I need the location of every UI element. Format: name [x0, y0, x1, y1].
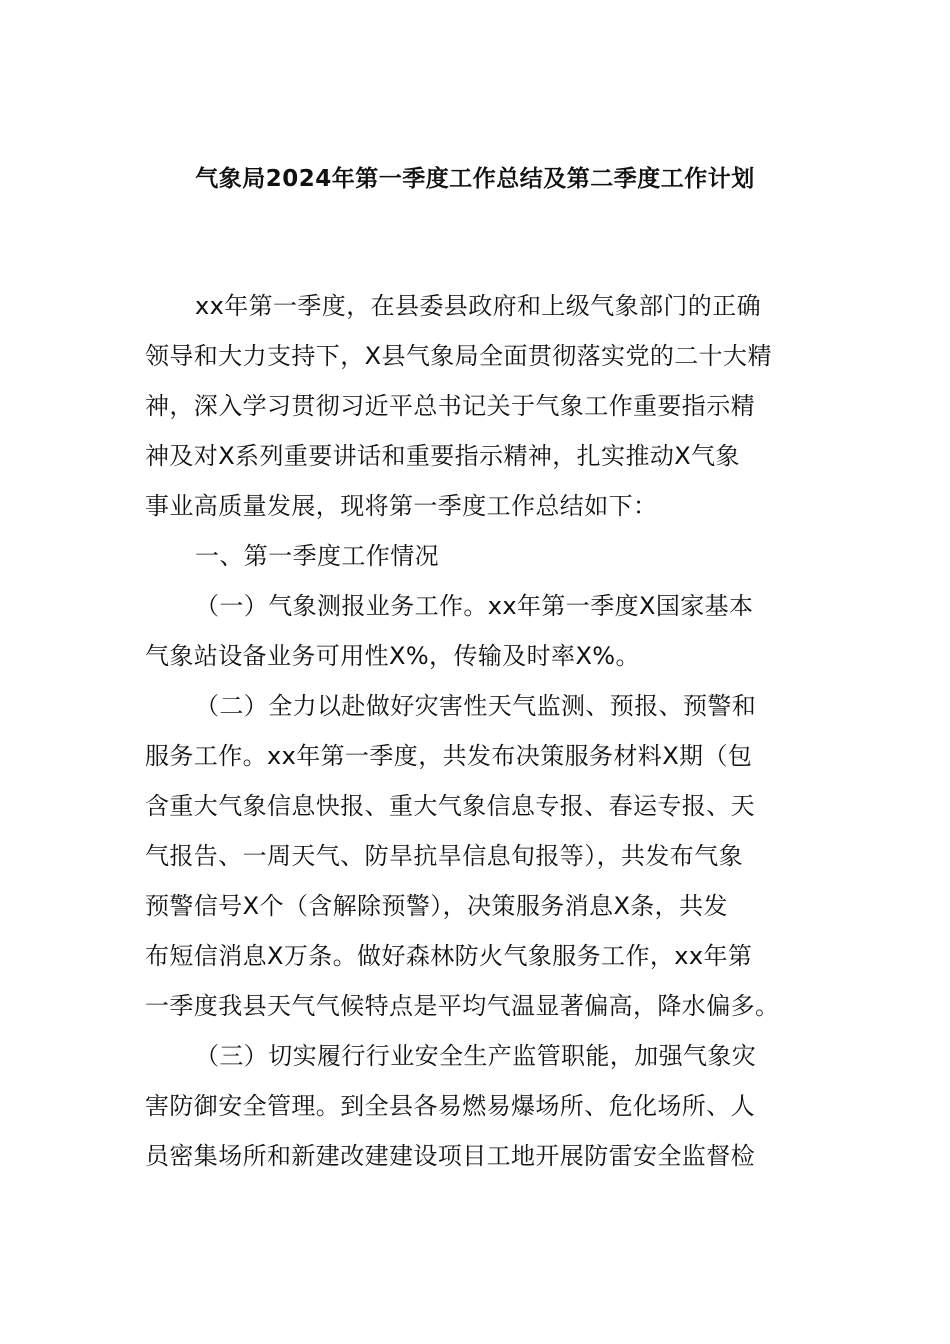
- paragraph-line: xx年第一季度，在县委县政府和上级气象部门的正确: [195, 292, 762, 320]
- document-title: 气象局2024年第一季度工作总结及第二季度工作计划: [195, 166, 755, 192]
- section-heading-line: 一、第一季度工作情况: [195, 542, 439, 570]
- paragraph-line: 神及对X系列重要讲话和重要指示精神，扎实推动X气象: [145, 442, 740, 470]
- item-paragraph-3: [145, 1031, 815, 1181]
- paragraph-line: 一季度我县天气气候特点是平均气温显著偏高，降水偏多。: [145, 992, 780, 1020]
- paragraph-line: （二）全力以赴做好灾害性天气监测、预报、预警和: [195, 692, 757, 720]
- paragraph-line: 领导和大力支持下，X县气象局全面贯彻落实党的二十大精: [145, 342, 772, 370]
- paragraph-line: 气报告、一周天气、防旱抗旱信息旬报等），共发布气象: [145, 842, 743, 870]
- item-paragraph-2: [145, 681, 815, 1031]
- paragraph-line: 预警信号X个（含解除预警），决策服务消息X条，共发: [145, 892, 728, 920]
- paragraph-line: 神，深入学习贯彻习近平总书记关于气象工作重要指示精: [145, 392, 755, 420]
- paragraph-line: 气象站设备业务可用性X%，传输及时率X%。: [145, 642, 640, 670]
- paragraph-line: 害防御安全管理。到全县各易燃易爆场所、危化场所、人: [145, 1092, 755, 1120]
- section-heading: [145, 531, 815, 581]
- paragraph-line: 布短信消息X万条。做好森林防火气象服务工作，xx年第: [145, 942, 753, 970]
- paragraph-line: （一）气象测报业务工作。xx年第一季度X国家基本: [195, 592, 754, 620]
- paragraph-line: 服务工作。xx年第一季度，共发布决策服务材料X期（包: [145, 742, 753, 770]
- paragraph-line: 含重大气象信息快报、重大气象信息专报、春运专报、天: [145, 792, 755, 820]
- intro-paragraph: [145, 281, 815, 531]
- paragraph-line: 员密集场所和新建改建建设项目工地开展防雷安全监督检: [145, 1142, 755, 1170]
- paragraph-line: 事业高质量发展，现将第一季度工作总结如下：: [145, 492, 658, 520]
- document-body: [145, 281, 815, 1181]
- item-paragraph-1: [145, 581, 815, 681]
- paragraph-line: （三）切实履行行业安全生产监管职能，加强气象灾: [195, 1042, 757, 1070]
